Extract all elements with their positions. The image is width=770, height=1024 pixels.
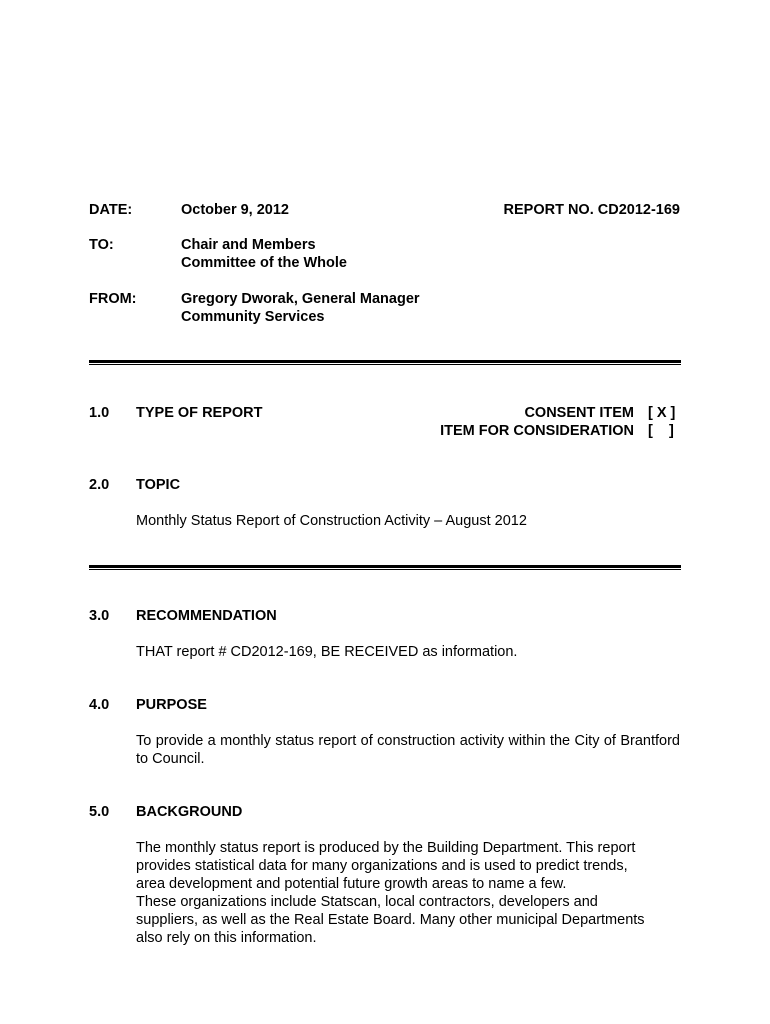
background-line: These organizations include Statscan, local contractors, developers and [136, 894, 598, 910]
background-line: also rely on this information. [136, 930, 317, 946]
from-sender-line2: Community Services [181, 309, 325, 325]
consent-item-checkbox: [ X ] [648, 405, 676, 421]
section-3-number: 3.0 [89, 608, 110, 624]
section-1-title: TYPE OF REPORT [136, 405, 263, 421]
report-number: REPORT NO. CD2012-169 [503, 202, 680, 218]
section-divider [89, 565, 681, 570]
to-recipient-line1: Chair and Members [181, 237, 316, 253]
consent-item-label: CONSENT ITEM [524, 405, 634, 421]
consideration-item-label: ITEM FOR CONSIDERATION [440, 423, 634, 439]
from-sender-line1: Gregory Dworak, General Manager [181, 291, 420, 307]
section-1-number: 1.0 [89, 405, 110, 421]
section-2-number: 2.0 [89, 477, 110, 493]
background-line: provides statistical data for many organizations and is used to predict trends, [136, 858, 628, 874]
background-line: suppliers, as well as the Real Estate Board. Many other municipal Departments [136, 912, 645, 928]
date-value: October 9, 2012 [181, 202, 289, 218]
section-5-title: BACKGROUND [136, 804, 243, 820]
section-divider [89, 360, 681, 365]
date-label: DATE: [89, 202, 133, 218]
section-4-title: PURPOSE [136, 697, 207, 713]
from-label: FROM: [89, 291, 137, 307]
section-5-number: 5.0 [89, 804, 110, 820]
background-line: area development and potential future growth areas to name a few. [136, 876, 567, 892]
section-2-title: TOPIC [136, 477, 181, 493]
to-label: TO: [89, 237, 114, 253]
recommendation-text: THAT report # CD2012-169, BE RECEIVED as information. [136, 644, 518, 660]
section-4-number: 4.0 [89, 697, 110, 713]
to-recipient-line2: Committee of the Whole [181, 255, 347, 271]
section-3-title: RECOMMENDATION [136, 608, 277, 624]
purpose-text: To provide a monthly status report of construction activity within the City of Brantford to Council. [136, 733, 680, 767]
topic-text: Monthly Status Report of Construction Activity – August 2012 [136, 513, 527, 529]
consideration-item-checkbox: [ ] [648, 423, 674, 439]
background-line: The monthly status report is produced by the Building Department. This report [136, 840, 636, 856]
